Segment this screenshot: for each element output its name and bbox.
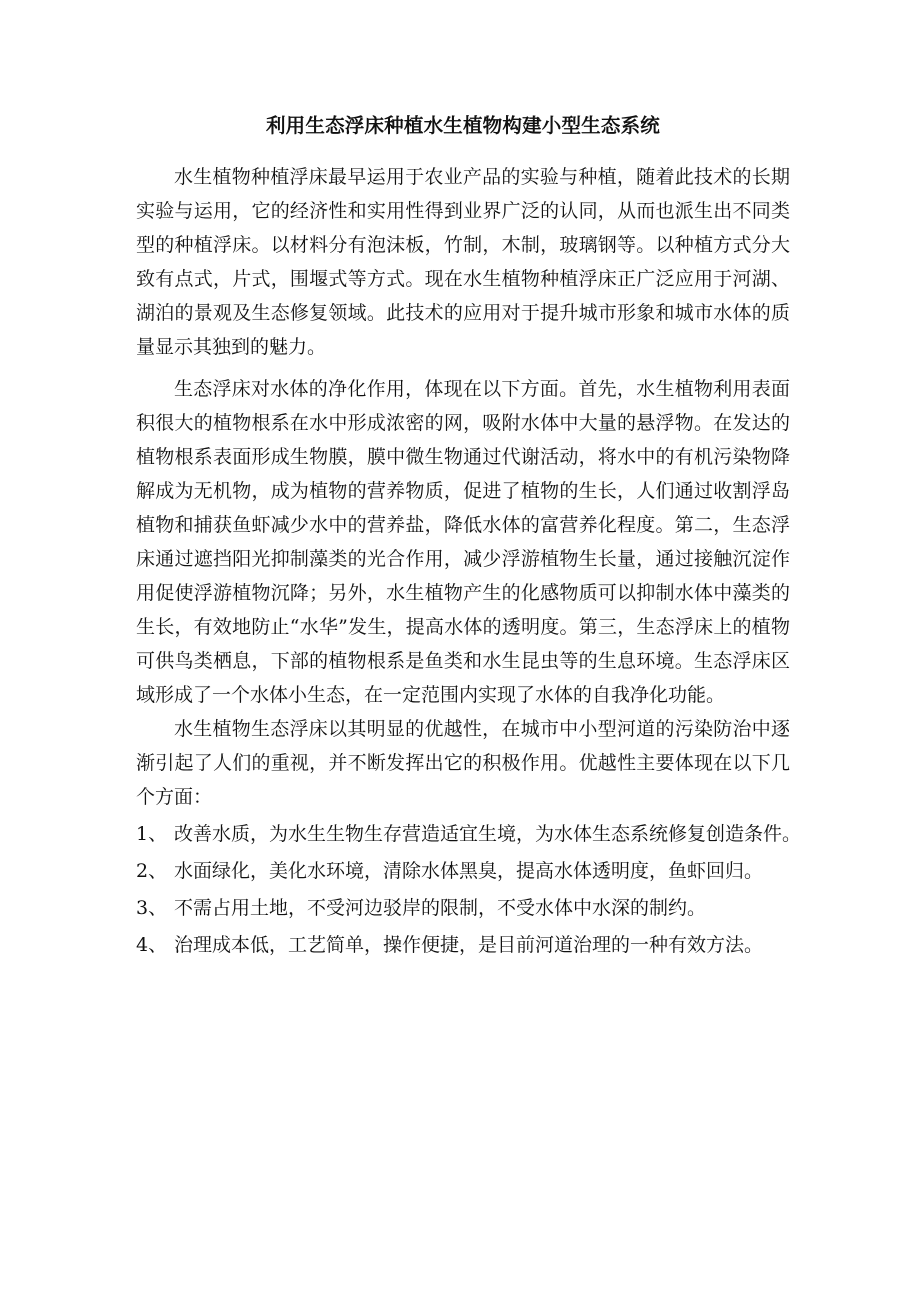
list-item-text: 治理成本低，工艺简单，操作便捷，是目前河道治理的一种有效方法。: [174, 934, 764, 956]
list-item-text: 改善水质，为水生生物生存营造适宜生境，为水体生态系统修复创造条件。: [174, 823, 802, 845]
list-item-text: 不需占用土地，不受河边驳岸的限制，不受水体中水深的制约。: [174, 897, 707, 919]
list-item: [136, 817, 802, 851]
list-item-number: 2、: [136, 860, 168, 882]
list-item: [136, 928, 790, 962]
document-body: [136, 160, 802, 962]
list-item-number: 4、: [136, 934, 168, 956]
paragraph-intro: 水生植物种植浮床最早运用于农业产品的实验与种植，随着此技术的长期实验与运用，它的经济性和实用性得到业界广泛的认同，从而也派生出不同类型的种植浮床。以材料分有泡沫板，竹制，木制，玻璃钢等。以种植方式分大致有点式，片式，围堰式等方式。现在水生植物种植浮床正广泛应用于河湖、湖泊的景观及生态修复领域。此技术的应用对于提升城市形象和城市水体的质量显示其独到的魅力。: [136, 166, 790, 358]
advantages-list: [136, 817, 802, 962]
list-item: [136, 854, 790, 888]
list-item-number: 3、: [136, 897, 168, 919]
paragraph-purification: 生态浮床对水体的净化作用，体现在以下方面。首先，水生植物利用表面积很大的植物根系在水中形成浓密的网，吸附水体中大量的悬浮物。在发达的植物根系表面形成生物膜，膜中微生物通过代谢活动，将水中的有机污染物降解成为无机物，成为植物的营养物质，促进了植物的生长，人们通过收割浮岛植物和捕获鱼虾减少水中的营养盐，降低水体的富营养化程度。第二，生态浮床通过遮挡阳光抑制藻类的光合作用，减少浮游植物生长量，通过接触沉淀作用促使浮游植物沉降；另外，水生植物产生的化感物质可以抑制水体中藻类的生长，有效地防止“水华”发生，提高水体的透明度。第三，生态浮床上的植物可供鸟类栖息，下部的植物根系是鱼类和水生昆虫等的生息环境。生态浮床区域形成了一个水体小生态，在一定范围内实现了水体的自我净化功能。: [136, 378, 790, 706]
paragraph-advantages: 水生植物生态浮床以其明显的优越性，在城市中小型河道的污染防治中逐渐引起了人们的重视，并不断发挥出它的积极作用。优越性主要体现在以下几个方面：: [136, 718, 790, 808]
list-item-text: 水面绿化，美化水环境，清除水体黑臭，提高水体透明度，鱼虾回归。: [174, 860, 764, 882]
list-item-number: 1、: [136, 823, 168, 845]
document-title: 利用生态浮床种植水生植物构建小型生态系统: [265, 114, 660, 137]
list-item: [136, 891, 790, 925]
